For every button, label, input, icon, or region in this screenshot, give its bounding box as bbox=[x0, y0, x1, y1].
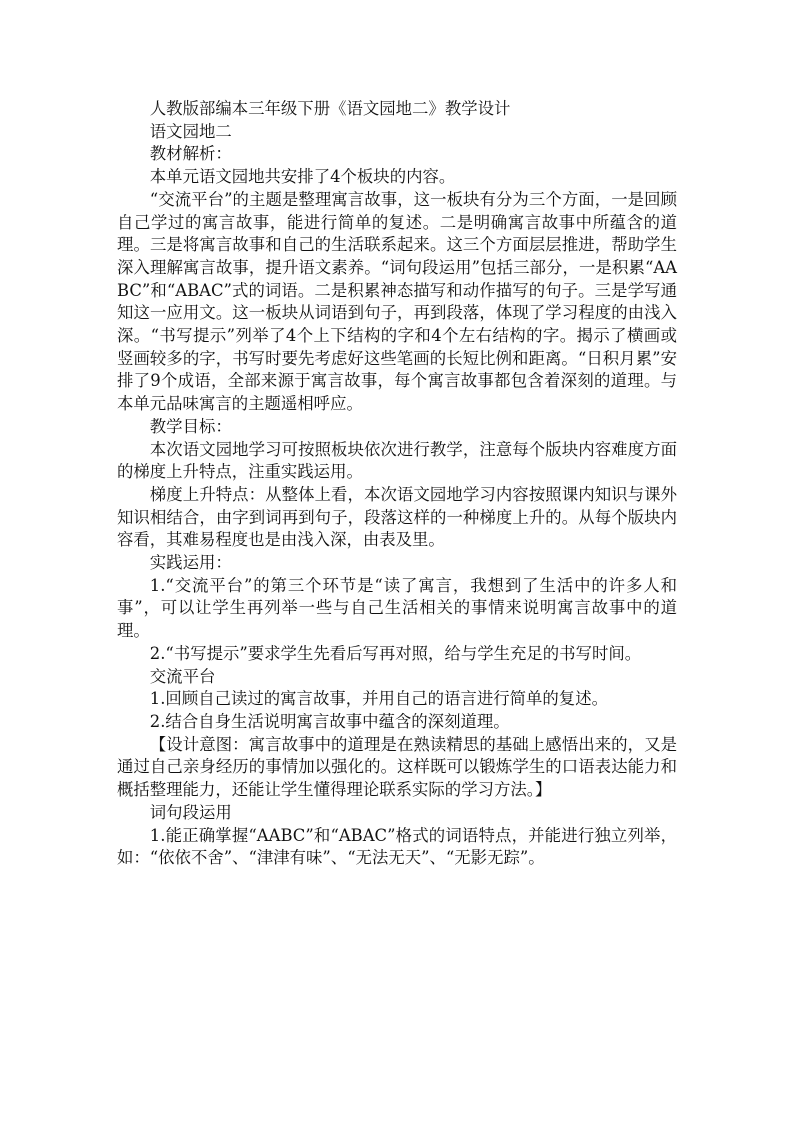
paragraph-overview: 本单元语文园地共安排了4个板块的内容。 bbox=[149, 167, 456, 187]
paragraph-words-1: 1.能正确掌握“AABC”和“ABAC”格式的词语特点，并能进行独立列举，如：“依依不舍”、“津津有味”、“无法无天”、“无影无踪”。 bbox=[117, 825, 677, 868]
section-heading-yuwen-yuandi: 语文园地二 bbox=[149, 121, 232, 141]
paragraph-practice-1: 1.“交流平台”的第三个环节是“读了寓言，我想到了生活中的许多人和事”，可以让学生再列举一些与自己生活相关的事情来说明寓言故事中的道理。 bbox=[117, 575, 677, 641]
paragraph-goals: 本次语文园地学习可按照板块依次进行教学，注意每个版块内容难度方面的梯度上升特点，注重实践运用。 bbox=[117, 439, 677, 482]
paragraph-analysis: “交流平台”的主题是整理寓言故事，这一板块有分为三个方面，一是回顾自己学过的寓言故事，能进行简单的复述。二是明确寓言故事中所蕴含的道理。三是将寓言故事和自己的生活联系起来。这三个方面层层推进，帮助学生深入理解寓言故事，提升语文素养。“词句段运用”包括三部分，一是积累“AABC”和“ABAC”式的词语。二是积累神态描写和动作描写的句子。三是学写通知这一应用文。这一板块从词语到句子，再到段落，体现了学习程度的由浅入深。“书写提示”列举了4个上下结构的字和4个左右结构的字。揭示了横画或竖画较多的字，书写时要先考虑好这些笔画的长短比例和距离。“日积月累”安排了9个成语，全部来源于寓言故事，每个寓言故事都包含着深刻的道理。与本单元品味寓言的主题遥相呼应。 bbox=[117, 189, 677, 414]
paragraph-gradient: 梯度上升特点：从整体上看，本次语文园地学习内容按照课内知识与课外知识相结合，由字到词再到句子，段落这样的一种梯度上升的。从每个版块内容看，其难易程度也是由浅入深，由表及里。 bbox=[117, 484, 677, 550]
section-heading-analysis: 教材解析： bbox=[149, 144, 232, 164]
document-title: 人教版部编本三年级下册《语文园地二》教学设计 bbox=[149, 99, 511, 118]
document-page bbox=[117, 98, 677, 870]
paragraph-practice-2: 2.“书写提示”要求学生先看后写再对照，给与学生充足的书写时间。 bbox=[149, 643, 642, 663]
section-heading-practice: 实践运用： bbox=[149, 553, 232, 573]
paragraph-design-intent: 【设计意图：寓言故事中的道理是在熟读精思的基础上感悟出来的，又是通过自己亲身经历的事情加以强化的。这样既可以锻炼学生的口语表达能力和概括整理能力，还能让学生懂得理论联系实际的学习方法。】 bbox=[117, 734, 677, 800]
section-heading-words: 词句段运用 bbox=[149, 802, 232, 822]
paragraph-exchange-2: 2.结合自身生活说明寓言故事中蕴含的深刻道理。 bbox=[149, 711, 510, 731]
section-heading-exchange: 交流平台 bbox=[149, 666, 216, 686]
section-heading-goals: 教学目标： bbox=[149, 416, 232, 436]
paragraph-exchange-1: 1.回顾自己读过的寓言故事，并用自己的语言进行简单的复述。 bbox=[149, 689, 608, 709]
